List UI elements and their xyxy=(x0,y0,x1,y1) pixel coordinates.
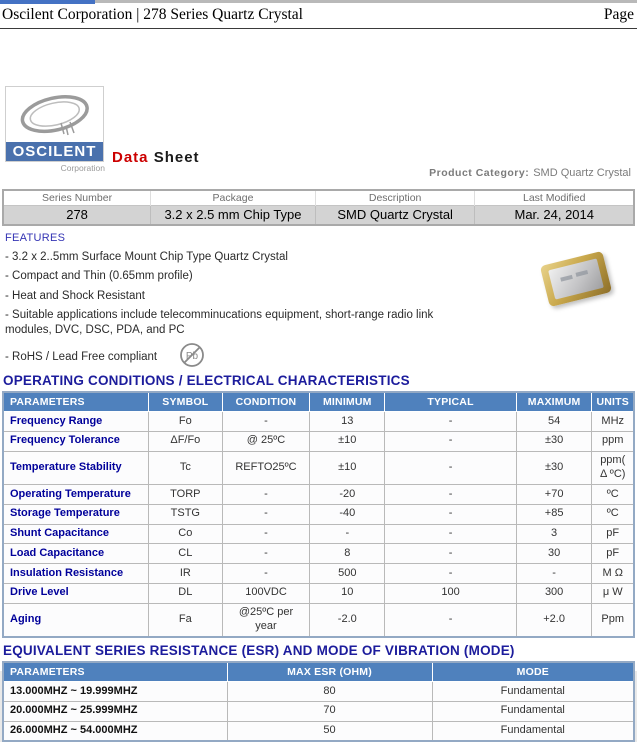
chip-lid xyxy=(548,258,604,299)
mode-cell: Fundamental xyxy=(432,701,634,721)
typical-cell: - xyxy=(385,504,517,524)
top-strip-gray-segment xyxy=(95,0,637,3)
max-esr-cell: 70 xyxy=(227,701,432,721)
condition-cell: - xyxy=(222,564,310,584)
operating-conditions-heading: OPERATING CONDITIONS / ELECTRICAL CHARACTERISTICS xyxy=(3,373,410,388)
info-header-series-number: Series Number xyxy=(3,190,151,206)
parameter-cell: Load Capacitance xyxy=(3,544,148,564)
col-max-esr: MAX ESR (OHM) xyxy=(227,662,432,682)
logo-wordmark: OSCILENT xyxy=(6,142,103,161)
parameter-cell: Operating Temperature xyxy=(3,485,148,505)
datasheet-title xyxy=(112,149,200,166)
parameter-cell: Shunt Capacitance xyxy=(3,524,148,544)
units-cell: ppm xyxy=(592,431,634,451)
top-strip-blue-segment xyxy=(0,0,95,4)
symbol-cell: IR xyxy=(148,564,222,584)
parameter-cell: Drive Level xyxy=(3,583,148,603)
table-row xyxy=(3,431,634,451)
typical-cell: - xyxy=(385,524,517,544)
units-cell: Ppm xyxy=(592,603,634,637)
maximum-cell: ±30 xyxy=(516,451,592,485)
maximum-cell: +85 xyxy=(516,504,592,524)
col-units: UNITS xyxy=(592,392,634,412)
table-row xyxy=(3,412,634,432)
table-row xyxy=(3,583,634,603)
maximum-cell: 30 xyxy=(516,544,592,564)
table-row xyxy=(3,485,634,505)
symbol-cell: TSTG xyxy=(148,504,222,524)
typical-cell: - xyxy=(385,431,517,451)
units-cell: pF xyxy=(592,524,634,544)
esr-mode-table xyxy=(2,661,635,742)
parameter-cell: Insulation Resistance xyxy=(3,564,148,584)
parameter-cell: Frequency Range xyxy=(3,412,148,432)
table-row xyxy=(3,682,634,702)
maximum-cell: 3 xyxy=(516,524,592,544)
company-logo xyxy=(5,86,104,162)
minimum-cell: -40 xyxy=(310,504,385,524)
maximum-cell: 300 xyxy=(516,583,592,603)
feature-item: - 3.2 x 2..5mm Surface Mount Chip Type Quartz Crystal xyxy=(5,251,288,263)
pb-free-icon xyxy=(179,342,205,372)
mode-cell: Fundamental xyxy=(432,721,634,741)
parameter-cell: Temperature Stability xyxy=(3,451,148,485)
product-category-label: Product Category: xyxy=(429,167,530,179)
maximum-cell: +2.0 xyxy=(516,603,592,637)
logo-subtitle: Corporation xyxy=(60,163,105,173)
typical-cell: - xyxy=(385,412,517,432)
table-row xyxy=(3,524,634,544)
operating-header-row xyxy=(3,392,634,412)
typical-cell: - xyxy=(385,485,517,505)
minimum-cell: -20 xyxy=(310,485,385,505)
typical-cell: - xyxy=(385,451,517,485)
info-header-row xyxy=(3,190,634,206)
condition-cell: REFTO25ºC xyxy=(222,451,310,485)
table-row xyxy=(3,701,634,721)
crystal-chip-photo xyxy=(540,252,614,306)
info-header-package: Package xyxy=(151,190,316,206)
product-category xyxy=(429,167,631,179)
feature-item: - Suitable applications include telecomminucations equipment, short-range radio link modules, DVC, DSC, PDA, and PC xyxy=(5,309,434,336)
col-symbol: SYMBOL xyxy=(148,392,222,412)
info-value-package: 3.2 x 2.5 mm Chip Type xyxy=(151,206,316,226)
parameter-cell: Frequency Tolerance xyxy=(3,431,148,451)
table-row xyxy=(3,564,634,584)
product-category-value: SMD Quartz Crystal xyxy=(533,167,631,179)
col-parameters: PARAMETERS xyxy=(3,392,148,412)
units-cell: μ W xyxy=(592,583,634,603)
minimum-cell: ±10 xyxy=(310,431,385,451)
units-cell: M Ω xyxy=(592,564,634,584)
table-row xyxy=(3,451,634,485)
col-typical: TYPICAL xyxy=(385,392,517,412)
col-mode: MODE xyxy=(432,662,634,682)
minimum-cell: 500 xyxy=(310,564,385,584)
feature-item-rohs xyxy=(5,342,460,372)
info-value-row xyxy=(3,206,634,226)
print-header xyxy=(0,4,637,29)
col-maximum: MAXIMUM xyxy=(516,392,592,412)
typical-cell: 100 xyxy=(385,583,517,603)
esr-header-row xyxy=(3,662,634,682)
info-value-description: SMD Quartz Crystal xyxy=(315,206,475,226)
symbol-cell: Co xyxy=(148,524,222,544)
table-row xyxy=(3,544,634,564)
table-row xyxy=(3,603,634,637)
parameter-cell: 13.000MHZ ~ 19.999MHZ xyxy=(3,682,227,702)
max-esr-cell: 80 xyxy=(227,682,432,702)
parameter-cell: 26.000MHZ ~ 54.000MHZ xyxy=(3,721,227,741)
symbol-cell: Tc xyxy=(148,451,222,485)
maximum-cell: +70 xyxy=(516,485,592,505)
print-header-title: Oscilent Corporation | 278 Series Quartz Crystal xyxy=(2,6,303,23)
esr-heading: EQUIVALENT SERIES RESISTANCE (ESR) AND MODE OF VIBRATION (MODE) xyxy=(3,643,515,658)
brand-area xyxy=(0,29,637,189)
symbol-cell: CL xyxy=(148,544,222,564)
symbol-cell: Fa xyxy=(148,603,222,637)
max-esr-cell: 50 xyxy=(227,721,432,741)
units-cell: pF xyxy=(592,544,634,564)
feature-item: - Heat and Shock Resistant xyxy=(5,289,145,302)
typical-cell: - xyxy=(385,544,517,564)
features-heading: FEATURES xyxy=(5,232,66,244)
operating-conditions-table xyxy=(2,391,635,638)
minimum-cell: -2.0 xyxy=(310,603,385,637)
symbol-cell: TORP xyxy=(148,485,222,505)
info-header-description: Description xyxy=(315,190,475,206)
chip-body xyxy=(540,251,612,307)
units-cell: MHz xyxy=(592,412,634,432)
minimum-cell: ±10 xyxy=(310,451,385,485)
maximum-cell: ±30 xyxy=(516,431,592,451)
rohs-text: - RoHS / Lead Free compliant xyxy=(5,350,158,363)
symbol-cell: Fo xyxy=(148,412,222,432)
top-strip xyxy=(0,0,637,4)
condition-cell: 100VDC xyxy=(222,583,310,603)
datasheet-title-sheet: Sheet xyxy=(153,149,200,166)
series-info-table xyxy=(2,189,635,226)
col-esr-parameters: PARAMETERS xyxy=(3,662,227,682)
condition-cell: @25ºC per year xyxy=(222,603,310,637)
units-cell: ºC xyxy=(592,485,634,505)
table-row xyxy=(3,721,634,741)
minimum-cell: 8 xyxy=(310,544,385,564)
logo-swirl-icon xyxy=(6,87,103,142)
condition-cell: - xyxy=(222,544,310,564)
units-cell: ºC xyxy=(592,504,634,524)
condition-cell: - xyxy=(222,524,310,544)
info-header-last-modified: Last Modified xyxy=(475,190,634,206)
parameter-cell: Storage Temperature xyxy=(3,504,148,524)
svg-text:Pb: Pb xyxy=(186,350,199,362)
maximum-cell: - xyxy=(516,564,592,584)
print-header-page-label: Page xyxy=(603,6,634,23)
units-cell: ppm( Δ ºC) xyxy=(592,451,634,485)
typical-cell: - xyxy=(385,564,517,584)
condition-cell: @ 25ºC xyxy=(222,431,310,451)
condition-cell: - xyxy=(222,485,310,505)
minimum-cell: - xyxy=(310,524,385,544)
symbol-cell: ΔF/Fo xyxy=(148,431,222,451)
symbol-cell: DL xyxy=(148,583,222,603)
minimum-cell: 10 xyxy=(310,583,385,603)
info-value-last-modified: Mar. 24, 2014 xyxy=(475,206,634,226)
col-condition: CONDITION xyxy=(222,392,310,412)
parameter-cell: Aging xyxy=(3,603,148,637)
parameter-cell: 20.000MHZ ~ 25.999MHZ xyxy=(3,701,227,721)
col-minimum: MINIMUM xyxy=(310,392,385,412)
typical-cell: - xyxy=(385,603,517,637)
mode-cell: Fundamental xyxy=(432,682,634,702)
maximum-cell: 54 xyxy=(516,412,592,432)
datasheet-title-data: Data xyxy=(112,149,149,166)
info-value-series-number: 278 xyxy=(3,206,151,226)
feature-item: - Compact and Thin (0.65mm profile) xyxy=(5,270,193,283)
table-row xyxy=(3,504,634,524)
condition-cell: - xyxy=(222,504,310,524)
condition-cell: - xyxy=(222,412,310,432)
features-section xyxy=(5,232,632,363)
minimum-cell: 13 xyxy=(310,412,385,432)
